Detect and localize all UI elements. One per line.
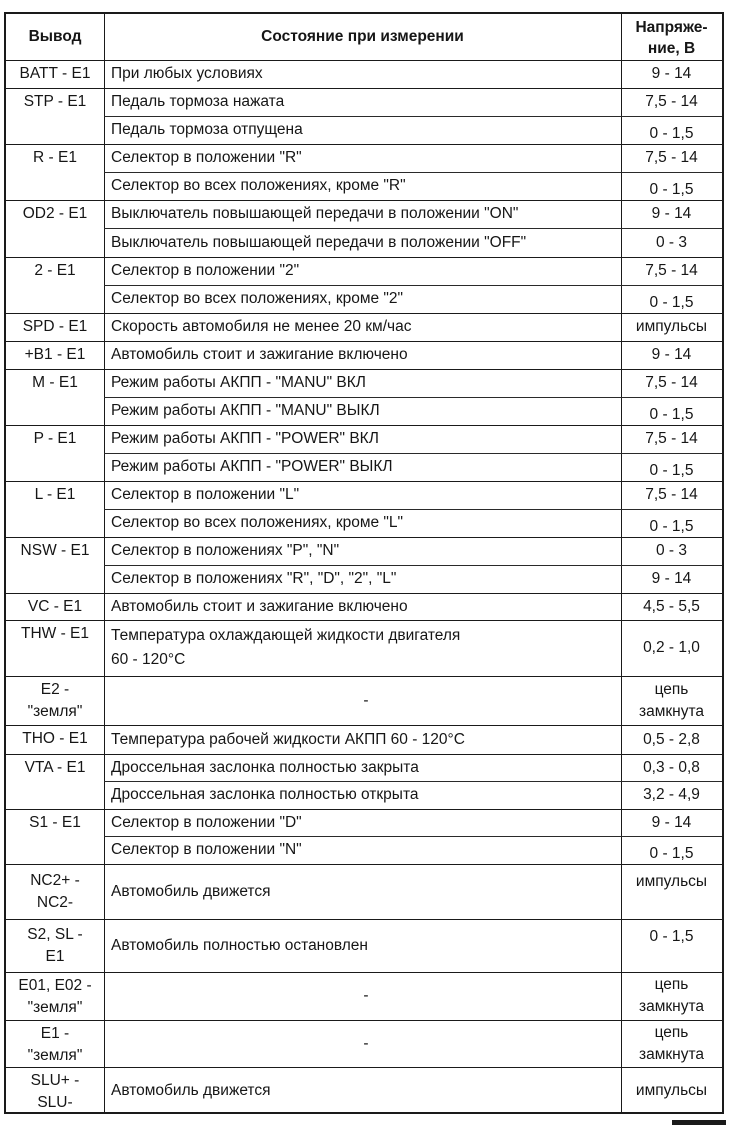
- text-line: Селектор в положениях "R", "D", "2", "L": [111, 570, 397, 587]
- text-line: импульсы: [635, 1081, 708, 1099]
- condition-cell: [104, 313, 621, 341]
- text-line: THW - E1: [20, 625, 90, 642]
- text-line: 7,5 - 14: [645, 374, 698, 391]
- text-line: S1 - E1: [29, 814, 81, 831]
- text-line: цепь: [654, 680, 689, 698]
- text-line: Автомобиль стоит и зажигание включено: [111, 597, 408, 615]
- text-line: 60 - 120°C: [111, 651, 186, 668]
- condition-cell: [104, 341, 621, 369]
- text-line: S2, SL -: [27, 925, 83, 943]
- voltage-cell: [621, 620, 722, 676]
- voltage-cell: [621, 116, 722, 144]
- pin-voltage-table: [4, 12, 724, 1114]
- text-line: 7,5 - 14: [645, 149, 698, 166]
- voltage-cell: [621, 565, 722, 593]
- condition-cell: [104, 565, 621, 593]
- text-line: замкнута: [638, 1045, 705, 1063]
- text-line: Выключатель повышающей передачи в положении "OFF": [111, 233, 527, 251]
- text-line: -: [363, 1034, 369, 1052]
- condition-cell: [104, 676, 621, 725]
- pin-cell: [6, 63, 104, 85]
- condition-cell: [104, 537, 621, 565]
- condition-cell: [104, 509, 621, 537]
- text-line: VTA - E1: [24, 759, 86, 776]
- text-line: 9 - 14: [651, 570, 692, 587]
- condition-cell: [104, 397, 621, 425]
- text-line: "земля": [27, 1047, 83, 1064]
- voltage-cell: [621, 725, 722, 754]
- header-condition: [104, 14, 621, 60]
- voltage-cell: [621, 172, 722, 200]
- header-pin-label: Вывод: [28, 28, 82, 45]
- voltage-cell: [621, 593, 722, 620]
- text-line: замкнута: [638, 998, 705, 1015]
- text-line: 0 - 1,5: [649, 518, 694, 535]
- text-line: 0 - 1,5: [649, 125, 694, 142]
- text-line: Режим работы АКПП - "POWER" ВКЛ: [111, 430, 379, 447]
- voltage-cell: [621, 537, 722, 565]
- text-line: Температура охлаждающей жидкости двигателя: [111, 627, 461, 644]
- voltage-cell: [621, 1020, 722, 1067]
- text-line: E01, E02 -: [18, 977, 92, 994]
- text-line: Селектор в положениях "P", "N": [111, 542, 340, 559]
- header-condition-label: Состояние при измерении: [261, 28, 464, 45]
- condition-cell: [104, 836, 621, 864]
- text-line: 0 - 1,5: [649, 181, 694, 198]
- condition-cell: [104, 754, 621, 781]
- text-line: Селектор в положении "N": [111, 841, 302, 858]
- text-line: Педаль тормоза нажата: [111, 93, 285, 110]
- header-voltage-line2: ние, В: [647, 40, 696, 57]
- condition-cell: [104, 144, 621, 172]
- text-line: импульсы: [635, 873, 708, 890]
- pin-cell: [6, 1070, 104, 1114]
- text-line: 0 - 1,5: [649, 294, 694, 311]
- condition-cell: [104, 972, 621, 1020]
- text-line: OD2 - E1: [22, 205, 88, 222]
- text-line: E1 -: [40, 1025, 70, 1042]
- pin-cell: [6, 260, 104, 282]
- voltage-cell: [621, 1067, 722, 1114]
- voltage-cell: [621, 754, 722, 781]
- text-line: Селектор в положении "R": [111, 149, 302, 166]
- pin-cell: [6, 316, 104, 338]
- voltage-cell: [621, 257, 722, 285]
- text-line: Скорость автомобиля не менее 20 км/час: [111, 318, 412, 335]
- text-line: 0 - 1,5: [649, 845, 694, 862]
- text-line: R - E1: [33, 149, 77, 166]
- pin-cell: [6, 147, 104, 169]
- pin-cell: [6, 203, 104, 225]
- voltage-cell: [621, 919, 722, 972]
- text-line: -: [363, 987, 369, 1004]
- text-line: Селектор в положении "2": [111, 262, 300, 279]
- text-line: Режим работы АКПП - "MANU" ВЫКЛ: [111, 402, 380, 419]
- voltage-cell: [621, 481, 722, 509]
- pin-cell: [6, 372, 104, 394]
- text-line: Режим работы АКПП - "MANU" ВКЛ: [111, 374, 366, 391]
- page-edge-mark: [672, 1120, 726, 1125]
- condition-cell: [104, 228, 621, 257]
- text-line: Автомобиль движется: [111, 1081, 271, 1099]
- voltage-cell: [621, 809, 722, 836]
- pin-cell: [6, 812, 104, 834]
- voltage-cell: [621, 781, 722, 809]
- voltage-cell: [621, 836, 722, 864]
- text-line: цепь: [654, 976, 689, 993]
- text-line: 4,5 - 5,5: [643, 597, 700, 615]
- condition-cell: [104, 1067, 621, 1114]
- pin-cell: [6, 596, 104, 618]
- text-line: Автомобиль стоит и зажигание включено: [111, 346, 408, 363]
- condition-cell: [104, 453, 621, 481]
- text-line: SLU+ -: [30, 1072, 80, 1089]
- text-line: 9 - 14: [651, 205, 692, 222]
- voltage-cell: [621, 341, 722, 369]
- text-line: 0,3 - 0,8: [643, 758, 700, 776]
- condition-cell: [104, 172, 621, 200]
- voltage-cell: [621, 864, 722, 919]
- condition-cell: [104, 1020, 621, 1067]
- text-line: VC - E1: [27, 598, 83, 615]
- text-line: L - E1: [34, 486, 76, 503]
- voltage-cell: [621, 144, 722, 172]
- text-line: NC2+ -: [30, 871, 80, 889]
- condition-cell: [104, 919, 621, 972]
- text-line: цепь: [654, 1023, 689, 1041]
- text-line: Температура рабочей жидкости АКПП 60 - 120°C: [111, 730, 465, 748]
- pin-cell: [6, 540, 104, 562]
- text-line: Селектор во всех положениях, кроме "2": [111, 290, 404, 307]
- text-line: Селектор во всех положениях, кроме "R": [111, 177, 406, 194]
- text-line: замкнута: [638, 702, 705, 720]
- pin-cell: [6, 924, 104, 968]
- text-line: -: [363, 691, 369, 709]
- condition-cell: [104, 257, 621, 285]
- condition-cell: [104, 481, 621, 509]
- condition-cell: [104, 593, 621, 620]
- text-line: 7,5 - 14: [645, 486, 698, 503]
- text-line: P - E1: [33, 430, 77, 447]
- voltage-cell: [621, 369, 722, 397]
- text-line: NSW - E1: [20, 542, 90, 559]
- text-line: BATT - E1: [19, 65, 91, 82]
- voltage-cell: [621, 425, 722, 453]
- condition-cell: [104, 620, 621, 676]
- text-line: 3,2 - 4,9: [643, 786, 700, 803]
- text-line: Селектор во всех положениях, кроме "L": [111, 514, 404, 531]
- voltage-cell: [621, 88, 722, 116]
- text-line: 7,5 - 14: [645, 93, 698, 110]
- voltage-cell: [621, 285, 722, 313]
- text-line: THO - E1: [22, 730, 88, 747]
- pin-cell: [6, 757, 104, 779]
- header-voltage: [621, 16, 722, 60]
- pin-cell: [6, 484, 104, 506]
- text-line: Дроссельная заслонка полностью закрыта: [111, 758, 419, 776]
- condition-cell: [104, 425, 621, 453]
- pin-cell: [6, 344, 104, 366]
- text-line: 7,5 - 14: [645, 262, 698, 279]
- pin-cell: [6, 428, 104, 450]
- condition-cell: [104, 285, 621, 313]
- text-line: M - E1: [32, 374, 78, 391]
- header-pin: [6, 14, 104, 60]
- text-line: 9 - 14: [651, 65, 692, 82]
- condition-cell: [104, 781, 621, 809]
- condition-cell: [104, 88, 621, 116]
- pin-cell: [6, 623, 104, 645]
- text-line: STP - E1: [23, 93, 87, 110]
- voltage-cell: [621, 453, 722, 481]
- condition-cell: [104, 60, 621, 88]
- text-line: 2 - E1: [34, 262, 76, 279]
- text-line: 0 - 3: [655, 233, 687, 251]
- voltage-cell: [621, 676, 722, 725]
- voltage-cell: [621, 972, 722, 1020]
- voltage-cell: [621, 313, 722, 341]
- voltage-cell: [621, 509, 722, 537]
- text-line: Дроссельная заслонка полностью открыта: [111, 786, 419, 803]
- voltage-cell: [621, 228, 722, 257]
- condition-cell: [104, 864, 621, 919]
- condition-cell: [104, 725, 621, 754]
- voltage-cell: [621, 60, 722, 88]
- text-line: "земля": [27, 703, 83, 720]
- text-line: 0 - 3: [655, 542, 687, 559]
- text-line: +B1 - E1: [24, 346, 86, 363]
- pin-cell: [6, 679, 104, 723]
- pin-cell: [6, 870, 104, 914]
- text-line: 7,5 - 14: [645, 430, 698, 447]
- text-line: 9 - 14: [651, 813, 692, 831]
- text-line: Педаль тормоза отпущена: [111, 121, 303, 138]
- text-line: 0,2 - 1,0: [643, 639, 700, 656]
- text-line: E1: [45, 947, 65, 965]
- condition-cell: [104, 809, 621, 836]
- text-line: 0,5 - 2,8: [643, 730, 700, 748]
- text-line: Автомобиль полностью остановлен: [111, 936, 368, 954]
- text-line: Выключатель повышающей передачи в положении "ON": [111, 205, 519, 222]
- text-line: SPD - E1: [22, 318, 88, 335]
- text-line: 0 - 1,5: [649, 406, 694, 423]
- text-line: Селектор в положении "L": [111, 486, 300, 503]
- pin-cell: [6, 91, 104, 113]
- text-line: импульсы: [635, 318, 708, 335]
- text-line: Автомобиль движется: [111, 882, 271, 900]
- condition-cell: [104, 116, 621, 144]
- pin-cell: [6, 975, 104, 1019]
- condition-cell: [104, 200, 621, 228]
- text-line: SLU-: [37, 1094, 73, 1111]
- condition-cell: [104, 369, 621, 397]
- text-line: 0 - 1,5: [649, 928, 694, 945]
- text-line: "земля": [27, 999, 83, 1016]
- text-line: Режим работы АКПП - "POWER" ВЫКЛ: [111, 458, 393, 475]
- voltage-cell: [621, 200, 722, 228]
- header-voltage-line1: Напряже-: [635, 19, 708, 36]
- text-line: NC2-: [36, 893, 74, 911]
- text-line: При любых условиях: [111, 65, 263, 82]
- text-line: E2 -: [40, 681, 70, 698]
- text-line: 0 - 1,5: [649, 462, 694, 479]
- text-line: 9 - 14: [651, 346, 692, 363]
- text-line: Селектор в положении "D": [111, 813, 302, 831]
- pin-cell: [6, 1023, 104, 1067]
- voltage-cell: [621, 397, 722, 425]
- pin-cell: [6, 728, 104, 750]
